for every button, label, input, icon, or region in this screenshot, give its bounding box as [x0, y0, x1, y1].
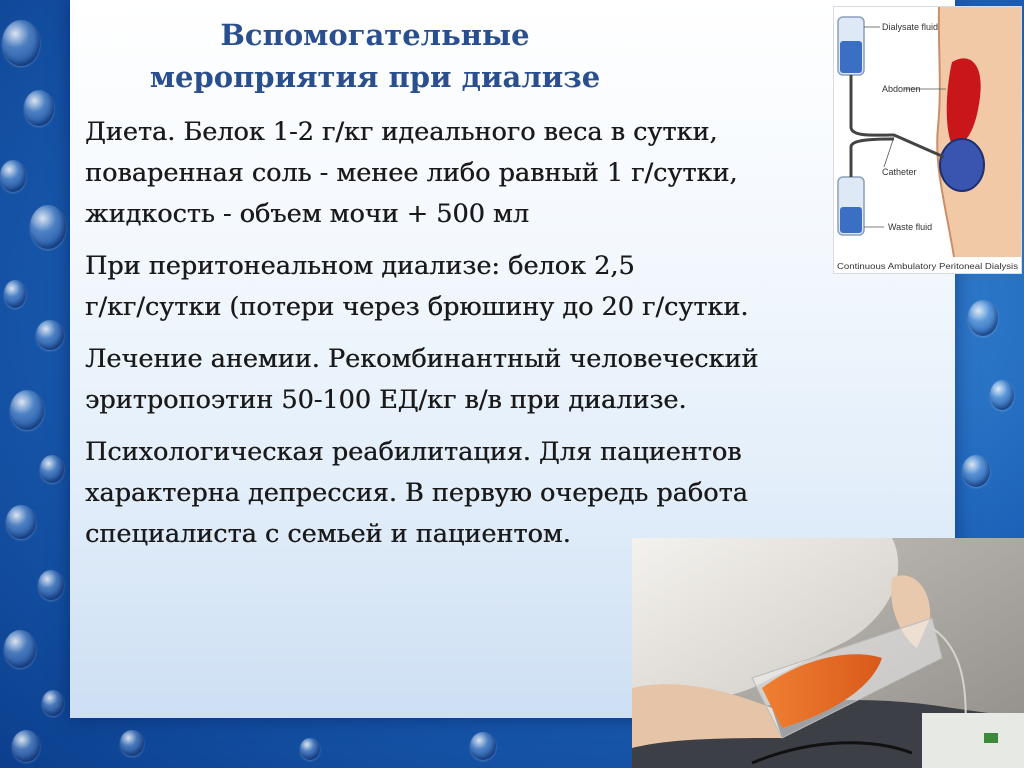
text-line: поваренная соль - менее либо равный 1 г/сутки,	[85, 158, 738, 188]
text-line: характерна депрессия. В первую очередь работа	[85, 478, 748, 508]
paragraph-anemia	[85, 339, 875, 421]
text-line: При перитонеальном диализе: белок 2,5	[85, 251, 635, 281]
water-drop	[30, 205, 66, 249]
text-line: эритропоэтин 50-100 ЕД/кг в/в при диализе.	[85, 385, 687, 415]
water-drop	[990, 380, 1014, 410]
paragraph-peritoneal	[85, 246, 875, 328]
peritoneal-fluid	[940, 139, 984, 191]
dialysate-fluid	[840, 41, 862, 73]
label-dialysate: Dialysate fluid	[882, 22, 939, 32]
water-drop	[38, 570, 64, 600]
water-drop	[470, 732, 496, 760]
water-drop	[10, 390, 44, 430]
water-drop	[4, 280, 26, 308]
diagram-caption: Continuous Ambulatory Peritoneal Dialysis	[837, 262, 1018, 271]
text-line: жидкость - объем мочи + 500 мл	[85, 199, 529, 229]
water-drop	[2, 20, 40, 66]
water-drop	[6, 505, 36, 539]
text-line: Лечение анемии. Рекомбинантный человеческий	[85, 344, 759, 374]
label-waste: Waste fluid	[888, 222, 933, 232]
water-drop	[0, 160, 26, 192]
water-drop	[120, 730, 144, 756]
label-catheter: Catheter	[882, 167, 917, 177]
dialysis-photo	[632, 538, 1024, 768]
water-drop	[12, 730, 40, 762]
waste-fluid	[840, 207, 862, 233]
text-line: Диета. Белок 1-2 г/кг идеального веса в сутки,	[85, 117, 718, 147]
text-line: Психологическая реабилитация. Для пациентов	[85, 437, 742, 467]
water-drop	[36, 320, 64, 350]
slide-body	[85, 112, 875, 566]
paragraph-diet	[85, 112, 875, 235]
water-drop	[300, 738, 320, 760]
device-box	[922, 713, 1024, 768]
capd-diagram	[833, 6, 1022, 274]
text-line: г/кг/сутки (потери через брюшину до 20 г/сутки.	[85, 292, 749, 322]
capd-diagram-svg	[834, 7, 1021, 273]
paragraph-psychology	[85, 432, 875, 555]
water-drop	[40, 455, 64, 483]
label-line	[884, 137, 894, 167]
slide-title	[70, 14, 680, 98]
slide-title-line-1: Вспомогательные	[220, 18, 530, 52]
water-drop	[4, 630, 36, 668]
text-line: специалиста с семьей и пациентом.	[85, 519, 571, 549]
water-drop	[42, 690, 64, 716]
slide-title-line-2: мероприятия при диализе	[149, 60, 601, 94]
label-abdomen: Abdomen	[882, 84, 921, 94]
water-drop	[962, 455, 990, 487]
water-drop	[24, 90, 54, 126]
device-indicator	[984, 733, 998, 743]
water-drop	[968, 300, 998, 336]
dialysis-photo-svg	[632, 538, 1024, 768]
